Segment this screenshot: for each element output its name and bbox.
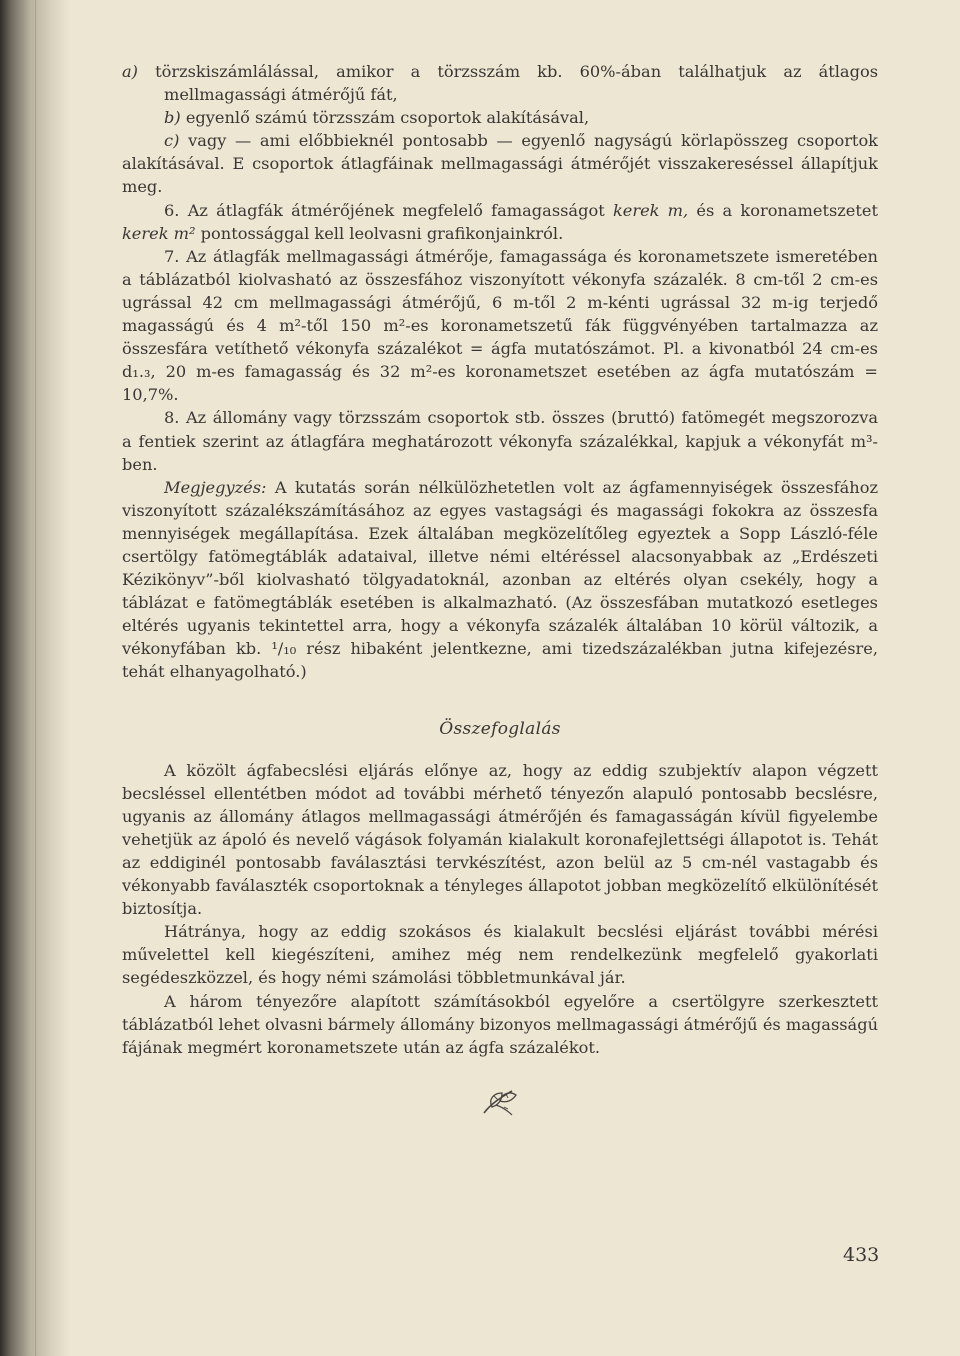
paragraph-6 (122, 199, 878, 245)
item-c-text: vagy — ami előbbieknél pontosabb — egyenlő nagyságú körlapösszeg csoportok alakításával. E csoportok átlagfáinak mellmagassági átmérőjét visszakereséssel állapítjuk meg. (122, 131, 878, 197)
summary-heading: Összefoglalás (439, 718, 561, 739)
paragraph-8 (122, 406, 878, 475)
item-b-label: b) (164, 108, 181, 128)
item-c-label: c) (164, 131, 180, 151)
item-b-text: egyenlő számú törzsszám csoportok alakításával, (185, 108, 590, 128)
item-b (122, 106, 878, 129)
paragraph-6-text-1: Az átlagfák átmérőjének megfelelő famagasságot (187, 200, 605, 220)
item-c (122, 129, 878, 198)
paragraph-8-text: Az állomány vagy törzsszám csoportok stb. összes (bruttó) fatömegét megszorozva a fentiek szerint az átlagfára meghatározott vékonyfa százalékkal, kapjuk a vékonyfát m³-ben. (122, 408, 878, 474)
paragraph-7-number: 7. (164, 246, 180, 266)
paragraph-7 (122, 245, 878, 407)
paragraph-6-italic-2: kerek m² (122, 223, 196, 243)
summary-paragraph-1: A közölt ágfabecslési eljárás előnye az, hogy az eddig szubjektív alapon végzett becsléssel ellentétben módot ad további mérhető tényezőn alapuló pontosabb becslésre, ugyanis az állomány átlagos mellmagassági átmérőjén és famagasságán kívül figyelembe vehetjük az ápoló és nevelő vágások folyamán kialakult koronafejlettségi állapotot is. Tehát az eddiginél pontosabb faválasztási tervkészítést, azon belül az 5 cm-nél vastagabb és vékonyabb faválaszték csoportoknak a tényleges állapotot jobban megközelítő elkülönítését biztosítja. (122, 760, 878, 919)
note-text: A kutatás során nélkülözhetetlen volt az ágfamennyiségek összesfához viszonyított százalékszámításához az egyes vastagsági és magassági fokokra az összesfa mennyiségek megállapítása. Ezek általában megközelítőleg egyeztek a Sopp László-féle csertölgy fatömegtáblák adataival, illetve némi eltéréssel alacsonyabbak az „Erdészeti Kézikönyv”-ből kiolvasható tölgyadatoknál, azonban az eltérés olyan csekély, hogy a táblázat e fatömegtáblák esetében is alkalmazható. (Az összesfában mutatkozó esetleges eltérés ugyanis tekintettel arra, hogy a vékonyfa százalék általában 10 körül változik, a vékonyfában kb. ¹/₁₀ rész hibaként jelentkezne, ami tizedszázalékban jutna kifejezésre, tehát elhanyagolható.) (122, 477, 878, 682)
leaf-ornament-icon (478, 1083, 522, 1119)
paragraph-6-number: 6. (164, 200, 180, 220)
paragraph-6-text-2: és a koronametszetet (696, 200, 878, 220)
gutter-crease (35, 0, 36, 1356)
item-a-text: törzskiszámlálással, amikor a törzsszám kb. 60%-ában találhatjuk az átlagos mellmagassági átmérőjű fát, (155, 62, 878, 105)
summary-paragraph-2: Hátránya, hogy az eddig szokásos és kialakult becslési eljárást további mérési művelettel kell kiegészíteni, amihez még nem rendelkezünk megfelelő gyakorlati segédeszközzel, és hogy némi számolási többletmunkával jár. (122, 922, 878, 988)
note-label: Megjegyzés: (164, 477, 267, 497)
paragraph-7-text: Az átlagfák mellmagassági átmérője, famagassága és koronametszete ismeretében a táblázatból kiolvasható az összesfához viszonyított vékonyfa százalék. 8 cm-től 2 cm-es ugrással 42 cm mellmagassági átmérőjű, 6 m-től 2 m-kénti ugrással 32 m-ig terjedő magasságú és 4 m²-től 150 m²-es koronametszetű fák függvényében tartalmazza az összesfára vetíthető vékonyfa százalékot = ágfa mutatószámot. Pl. a kivonatból 24 cm-es d₁.₃, 20 m-es famagasság és 32 m²-es koronametszet esetében az ágfa mutatószám = 10,7%. (122, 246, 878, 405)
paragraph-6-text-3: pontossággal kell leolvasni grafikonjainkról. (200, 223, 564, 243)
item-a (122, 60, 878, 106)
paragraph-6-italic-1: kerek m, (612, 200, 689, 220)
page-number: 433 (843, 1244, 880, 1266)
item-a-label: a) (122, 62, 138, 81)
summary-paragraph-3: A három tényezőre alapított számításokból egyelőre a csertölgyre szerkesztett táblázatból lehet olvasni bármely állomány bizonyos mellmagassági átmérőjű és magasságú fájának megmért koronametszete után az ágfa százalékot. (122, 991, 878, 1057)
note-paragraph (122, 476, 878, 684)
page-body (122, 60, 878, 1119)
paragraph-8-number: 8. (164, 408, 180, 428)
